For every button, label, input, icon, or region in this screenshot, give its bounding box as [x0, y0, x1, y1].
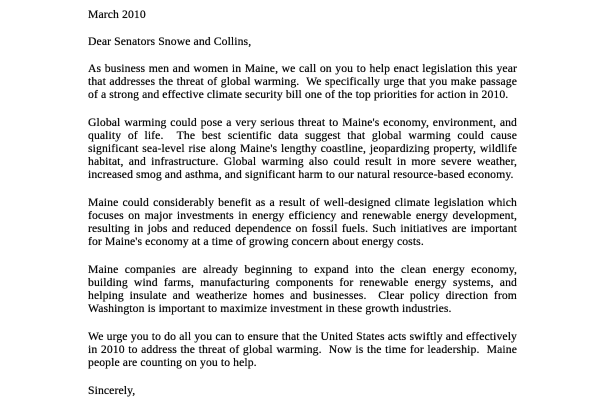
letter-body [88, 8, 521, 397]
letter-salutation: Dear Senators Snowe and Collins, [88, 35, 252, 48]
letter-date: March 2010 [88, 8, 146, 21]
letter-paragraph: Maine could considerably benefit as a result of well-designed climate legislation which focuses on major investments in energy efficiency and renewable energy development, resulting in jobs and reduced dependence on fossil fuels. Such initiatives are important for Maine's economy at a time of growing concern about energy costs. [88, 196, 521, 248]
letter-closing: Sincerely, [88, 384, 136, 397]
letter-paragraph: As business men and women in Maine, we call on you to help enact legislation this year that addresses the threat of global warming. We specifically urge that you make passage of a strong and effective climate security bill one of the top priorities for action in 2010. [88, 62, 521, 101]
letter-paragraph: Maine companies are already beginning to expand into the clean energy economy, building wind farms, manufacturing components for renewable energy systems, and helping insulate and weatherize homes and businesses. Clear policy direction from Washington is important to maximize investment in these growth industries. [88, 263, 521, 315]
letter-paragraph: Global warming could pose a very serious threat to Maine's economy, environment, and quality of life. The best scientific data suggest that global warming could cause significant sea-level rise along Maine's lengthy coastline, jeopardizing property, wildlife habitat, and infrastructure. Global warming also could result in more severe weather, increased smog and asthma, and significant harm to our natural resource-based economy. [88, 116, 521, 181]
letter-paragraph: We urge you to do all you can to ensure that the United States acts swiftly and effectively in 2010 to address the threat of global warming. Now is the time for leadership. Maine people are counting on you to help. [88, 330, 521, 369]
